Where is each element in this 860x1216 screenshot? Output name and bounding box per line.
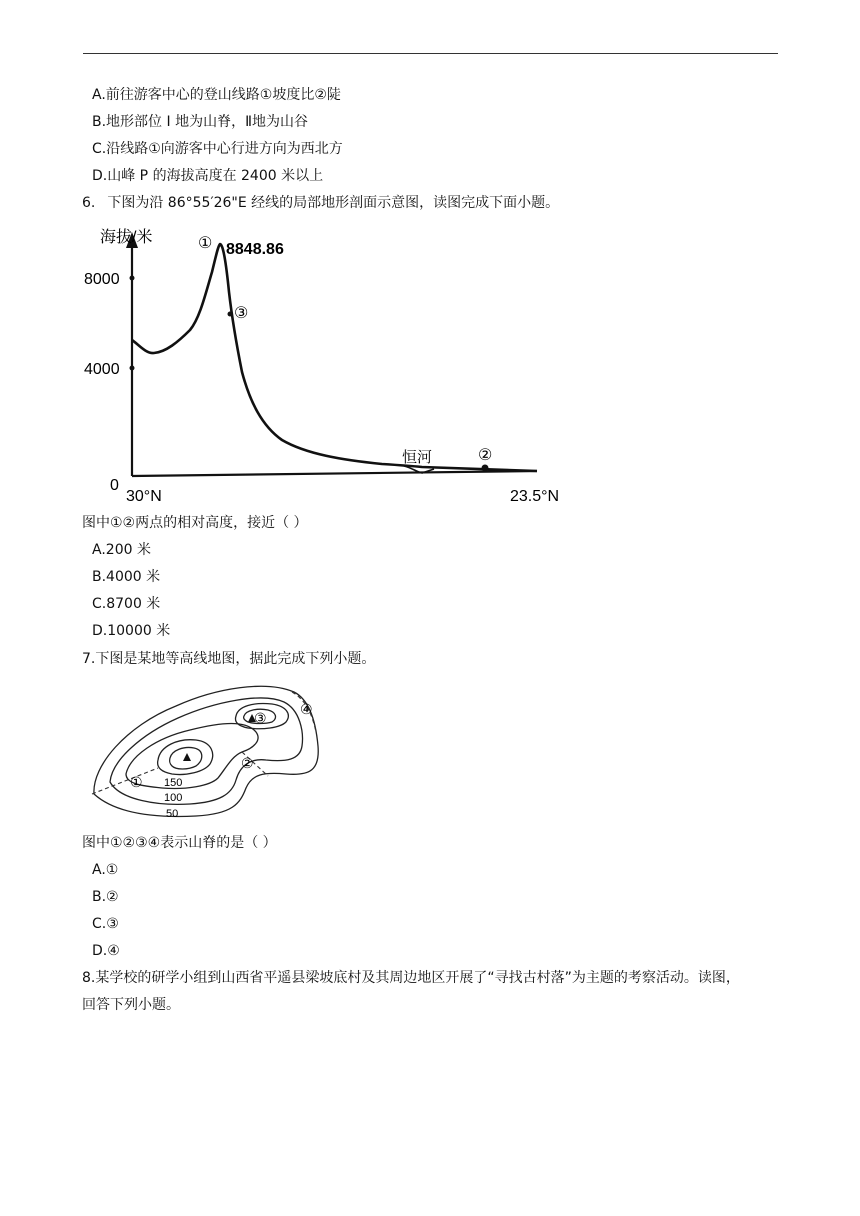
q5-option-a: A.前往游客中心的登山线路①坡度比②陡 bbox=[92, 87, 341, 103]
x-axis bbox=[132, 471, 537, 476]
q7-option-c: C.③ bbox=[92, 916, 119, 932]
contour-label-50: 50 bbox=[166, 808, 179, 820]
q8-stem-line2: 回答下列小题。 bbox=[82, 997, 180, 1013]
contour-150 bbox=[126, 724, 258, 789]
marker-1: ① bbox=[130, 774, 143, 790]
q6-option-d: D.10000 米 bbox=[92, 623, 171, 639]
marker-2: ② bbox=[241, 755, 254, 771]
y-tick-mark-8000 bbox=[130, 276, 135, 281]
contour-label-100: 100 bbox=[164, 792, 183, 804]
marker-4: ④ bbox=[300, 701, 313, 717]
q6-point3-dot bbox=[228, 312, 233, 317]
q5-option-c: C.沿线路①向游客中心行进方向为西北方 bbox=[92, 141, 343, 157]
q7-option-d: D.④ bbox=[92, 943, 120, 959]
header-rule bbox=[83, 53, 778, 54]
q6-stem bbox=[82, 194, 559, 212]
peak-elevation-label: 8848.86 bbox=[226, 241, 284, 258]
q6-option-c: C.8700 米 bbox=[92, 596, 161, 612]
marker-3: ③ bbox=[254, 710, 267, 726]
y-tick-4000: 4000 bbox=[84, 361, 120, 378]
q6-option-a: A.200 米 bbox=[92, 542, 151, 558]
x-label-23-5n: 23.5°N bbox=[510, 488, 560, 505]
y-tick-8000: 8000 bbox=[84, 271, 120, 288]
q7-question: 图中①②③④表示山脊的是（ ） bbox=[82, 835, 277, 851]
q7-option-a: A.① bbox=[92, 862, 119, 878]
q6-question: 图中①②两点的相对高度，接近（ ） bbox=[82, 515, 308, 531]
q5-option-b: B.地形部位 I 地为山脊，Ⅱ地为山谷 bbox=[92, 114, 308, 130]
q6-point2-dot bbox=[482, 465, 489, 472]
dashed-line-1 bbox=[92, 768, 158, 794]
q8-stem-line1: 8.某学校的研学小组到山西省平遥县梁坡底村及其周边地区开展了“寻找古村落”为主题的考察活动。读图， bbox=[82, 970, 740, 986]
summit-triangle-1 bbox=[183, 753, 191, 761]
q7-stem: 7.下图是某地等高线地图，据此完成下列小题。 bbox=[82, 651, 376, 667]
q6-point2-label: ② bbox=[478, 447, 493, 464]
q6-number: 6. bbox=[82, 195, 96, 211]
x-label-30n: 30°N bbox=[126, 488, 162, 505]
y-axis-label: 海拔/米 bbox=[100, 229, 153, 246]
terrain-profile-line bbox=[132, 244, 537, 471]
q6-point3-label: ③ bbox=[234, 305, 249, 322]
q7-contour-map bbox=[86, 676, 326, 824]
ganges-label: 恒河 bbox=[402, 449, 433, 466]
q5-option-d: D.山峰 P 的海拔高度在 2400 米以上 bbox=[92, 168, 324, 184]
q7-option-b: B.② bbox=[92, 889, 119, 905]
y-tick-0: 0 bbox=[110, 477, 119, 494]
contour-label-150: 150 bbox=[164, 777, 183, 789]
q6-point1-label: ① bbox=[198, 235, 213, 252]
q6-option-b: B.4000 米 bbox=[92, 569, 161, 585]
y-tick-mark-4000 bbox=[130, 366, 135, 371]
q6-profile-figure bbox=[82, 222, 572, 508]
q6-stem-text: 下图为沿 86°55′26"E 经线的局部地形剖面示意图，读图完成下面小题。 bbox=[107, 195, 560, 211]
